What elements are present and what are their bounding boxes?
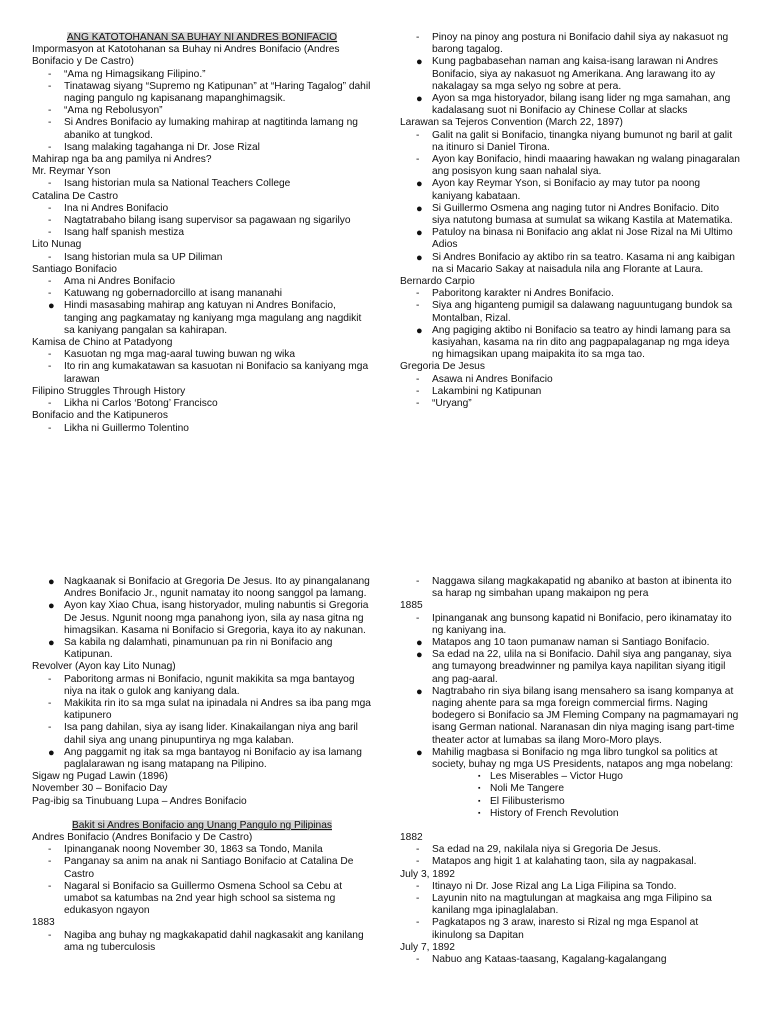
bullet-list-item bbox=[32, 637, 372, 661]
dash-list-item bbox=[32, 930, 372, 954]
column-bottom-left bbox=[32, 576, 372, 954]
list-item-text: Itinayo ni Dr. Jose Rizal ang La Liga Filipina sa Tondo. bbox=[432, 880, 677, 892]
list-item-text: Nagkaanak si Bonifacio at Gregoria De Jesus. Ito ay pinangalanang Andres Bonifacio Jr., ngunit namatay ito noong sanggol pa lamang. bbox=[64, 576, 370, 600]
list-item-text: Nagtrabaho rin siya bilang isang mensahero sa isang kompanya at naging ahente para sa mga foreign commercial firms. Naging bodegero si Bonifacio sa JM Fleming Company na pagmamayari ng isang German national. Naranasan din niya maging isang part-time theater actor at lumabas sa ilang Moro-Moro plays. bbox=[432, 685, 739, 746]
bullet-list-item bbox=[400, 178, 740, 202]
dash-list-item bbox=[400, 881, 740, 893]
dash-list-item bbox=[400, 288, 740, 300]
bullet-list-item bbox=[400, 649, 740, 686]
dash-marker: - bbox=[416, 373, 420, 385]
list-item-text: Les Miserables – Victor Hugo bbox=[490, 771, 623, 783]
list-item-text: Paboritong armas ni Bonifacio, ngunit makikita sa mga bantayog niya na itak o gulok ang kaniyang dala. bbox=[64, 673, 355, 697]
dash-marker: - bbox=[48, 844, 52, 856]
bullet-list-item bbox=[32, 300, 372, 337]
dash-marker: - bbox=[48, 251, 52, 263]
list-item-text: History of French Revolution bbox=[490, 807, 619, 819]
list-item-text: Layunin nito na magtulungan at magkaisa ang mga Filipino sa kanilang mga ipinaglalaban. bbox=[432, 893, 712, 917]
bullet-marker: ● bbox=[416, 637, 423, 650]
dash-marker: - bbox=[48, 722, 52, 734]
dash-marker: - bbox=[48, 422, 52, 434]
section-title-text: ANG KATOTOHANAN SA BUHAY NI ANDRES BONIFACIO bbox=[66, 32, 338, 43]
bullet-marker: ● bbox=[416, 685, 423, 698]
paragraph: Kamisa de Chino at Patadyong bbox=[32, 337, 173, 349]
list-item-text: Pinoy na pinoy ang postura ni Bonifacio dahil siya ay nakasuot ng barong tagalog. bbox=[432, 32, 729, 56]
square-marker: ▪ bbox=[478, 773, 481, 781]
dash-list-item bbox=[32, 288, 372, 300]
dash-list-item bbox=[400, 576, 740, 600]
dash-marker: - bbox=[48, 202, 52, 214]
list-item-text: Sa edad na 29, nakilala niya si Gregoria De Jesus. bbox=[432, 844, 661, 856]
list-item-text: Ina ni Andres Bonifacio bbox=[64, 202, 169, 214]
list-item-text: Nagiba ang buhay ng magkakapatid dahil nagkasakit ang kanilang ama ng tuberculosis bbox=[64, 929, 364, 953]
list-item-text: Galit na galit si Bonifacio, tinangka niyang bumunot ng baril at galit na itinuro si Daniel Tirona. bbox=[432, 129, 733, 153]
list-item-text: “Ama ng Rebolusyon” bbox=[64, 105, 163, 117]
paragraph: Bonifacio and the Katipuneros bbox=[32, 410, 168, 422]
list-item-text: Isa pang dahilan, siya ay isang lider. Kinakailangan niya ang baril dahil siya ang unang pinupuntirya ng mga kalaban. bbox=[64, 722, 358, 746]
dash-marker: - bbox=[416, 612, 420, 624]
paragraph: 1885 bbox=[400, 600, 423, 612]
dash-list-item bbox=[400, 954, 740, 966]
list-item-text: Nagaral si Bonifacio sa Guillermo Osmena School sa Cebu at umabot sa katumbas na 2nd year high school sa sistema ng edukasyon ngayon bbox=[64, 880, 343, 917]
dash-list-item bbox=[400, 613, 740, 637]
dash-list-item bbox=[400, 386, 740, 398]
column-bottom-right bbox=[400, 576, 740, 966]
dash-marker: - bbox=[416, 917, 420, 929]
dash-marker: - bbox=[48, 288, 52, 300]
list-item-text: Si Andres Bonifacio ay aktibo rin sa teatro. Kasama ni ang kaibigan na si Macario Sakay at naisadula nila ang Florante at Laura. bbox=[432, 251, 735, 275]
section-title bbox=[32, 32, 372, 44]
dash-marker: - bbox=[416, 32, 420, 43]
dash-list-item bbox=[400, 130, 740, 154]
spacer bbox=[400, 820, 740, 832]
dash-list-item bbox=[32, 361, 372, 385]
paragraph: Mahirap nga ba ang pamilya ni Andres? bbox=[32, 154, 212, 166]
list-item-text: Ayon kay Reymar Yson, si Bonifacio ay may tutor pa noong kaniyang kabataan. bbox=[432, 178, 701, 202]
list-item-text: Si Andres Bonifacio ay lumaking mahirap at nagtitinda lamang ng abaniko at tungkod. bbox=[64, 117, 358, 141]
dash-list-item bbox=[32, 276, 372, 288]
list-item-text: Kung pagbabasehan naman ang kaisa-isang larawan ni Andres Bonifacio, siya ay nakasuot ng Amerikana. Ang larawang ito ay nakalagay sa mga selyo ng sobre at pera. bbox=[432, 56, 719, 92]
list-item-text: Paboritong karakter ni Andres Bonifacio. bbox=[432, 288, 614, 300]
paragraph: July 7, 1892 bbox=[400, 941, 455, 953]
paragraph: Mr. Reymar Yson bbox=[32, 166, 111, 178]
bullet-list-item bbox=[400, 637, 740, 649]
dash-list-item bbox=[32, 349, 372, 361]
dash-marker: - bbox=[48, 215, 52, 227]
paragraph: Pag-ibig sa Tinubuang Lupa – Andres Bonifacio bbox=[32, 795, 247, 807]
square-list-item bbox=[400, 796, 740, 808]
paragraph: Bernardo Carpio bbox=[400, 276, 475, 288]
list-item-text: Ipinanganak noong November 30, 1863 sa Tondo, Manila bbox=[64, 844, 323, 856]
square-marker: ▪ bbox=[478, 785, 481, 793]
list-item-text: Siya ang higanteng pumigil sa dalawang naguuntugang bundok sa Montalban, Rizal. bbox=[432, 300, 733, 324]
dash-list-item bbox=[400, 917, 740, 941]
dash-marker: - bbox=[416, 893, 420, 905]
list-item-text: El Filibusterismo bbox=[490, 795, 565, 807]
square-list-item bbox=[400, 808, 740, 820]
dash-list-item bbox=[400, 398, 740, 410]
dash-marker: - bbox=[48, 880, 52, 892]
dash-marker: - bbox=[48, 117, 52, 129]
dash-list-item bbox=[400, 893, 740, 917]
dash-list-item bbox=[32, 674, 372, 698]
dash-list-item bbox=[32, 215, 372, 227]
paragraph: 1883 bbox=[32, 917, 55, 929]
list-item-text: “Ama ng Himagsikang Filipino.” bbox=[64, 68, 206, 80]
dash-list-item bbox=[32, 881, 372, 918]
dash-marker: - bbox=[48, 141, 52, 153]
bullet-list-item bbox=[400, 203, 740, 227]
bullet-list-item bbox=[32, 747, 372, 771]
list-item-text: Naggawa silang magkakapatid ng abaniko at baston at ibinenta ito sa harap ng simbahan upang makaipon ng pera bbox=[432, 576, 732, 600]
dash-marker: - bbox=[48, 105, 52, 117]
spacer bbox=[32, 808, 372, 820]
list-item-text: Sa kabila ng dalamhati, pinamunuan pa rin ni Bonifacio ang Katipunan. bbox=[64, 637, 333, 661]
paragraph: November 30 – Bonifacio Day bbox=[32, 783, 168, 795]
list-item-text: Isang half spanish mestiza bbox=[64, 227, 185, 239]
bullet-marker: ● bbox=[416, 178, 423, 191]
bullet-list-item bbox=[32, 600, 372, 637]
list-item-text: Asawa ni Andres Bonifacio bbox=[432, 373, 553, 385]
list-item-text: Isang historian mula sa UP Diliman bbox=[64, 251, 223, 263]
list-item-text: Likha ni Guillermo Tolentino bbox=[64, 422, 189, 434]
bullet-marker: ● bbox=[416, 746, 423, 759]
list-item-text: Ayon kay Bonifacio, hindi maaaring hawakan ng walang pinagaralan ang posisyon kung saan nahalal siya. bbox=[432, 154, 740, 178]
bullet-marker: ● bbox=[416, 251, 423, 264]
bullet-list-item bbox=[32, 576, 372, 600]
bullet-marker: ● bbox=[416, 93, 423, 106]
paragraph: 1882 bbox=[400, 832, 423, 844]
bullet-marker: ● bbox=[416, 202, 423, 215]
paragraph: Catalina De Castro bbox=[32, 190, 119, 202]
dash-marker: - bbox=[416, 880, 420, 892]
bullet-list-item bbox=[400, 56, 740, 93]
dash-marker: - bbox=[48, 698, 52, 710]
square-list-item bbox=[400, 783, 740, 795]
dash-list-item bbox=[32, 69, 372, 81]
list-item-text: Matapos ang higit 1 at kalahating taon, sila ay nagpakasal. bbox=[432, 856, 697, 868]
list-item-text: Pagkatapos ng 3 araw, inaresto si Rizal ng mga Espanol at ikinulong sa Dapitan bbox=[432, 917, 699, 941]
dash-list-item bbox=[400, 844, 740, 856]
paragraph: Gregoria De Jesus bbox=[400, 361, 485, 373]
dash-list-item bbox=[32, 423, 372, 435]
bullet-list-item bbox=[400, 93, 740, 117]
bullet-marker: ● bbox=[48, 637, 55, 650]
bullet-list-item bbox=[400, 686, 740, 747]
list-item-text: Isang malaking tagahanga ni Dr. Jose Rizal bbox=[64, 141, 260, 153]
list-item-text: Ayon kay Xiao Chua, isang historyador, muling nabuntis si Gregoria De Jesus. Ngunit noong mga panahong iyon, sila ay nasa gitna ng himagsikan. Kasama ni Bonifacio si Gregoria, kaya ito ay nakunan. bbox=[64, 600, 369, 636]
bullet-list-item bbox=[400, 252, 740, 276]
list-item-text: Isang historian mula sa National Teachers College bbox=[64, 178, 291, 190]
list-item-text: Mahilig magbasa si Bonifacio ng mga libro tungkol sa politics at society, buhay ng mga US Presidents, natapos ang mga nobelang: bbox=[432, 746, 734, 771]
list-item-text: “Uryang” bbox=[432, 398, 472, 410]
paragraph: Revolver (Ayon kay Lito Nunag) bbox=[32, 661, 176, 673]
list-item-text: Ang pagiging aktibo ni Bonifacio sa teatro ay hindi lamang para sa kasiyahan, kasama na rin dito ang pagpapalaganap ng mga ideya ng himagsikan upang maipakita ito sa mga tao. bbox=[432, 324, 731, 361]
dash-marker: - bbox=[48, 227, 52, 239]
bullet-marker: ● bbox=[416, 324, 423, 337]
dash-marker: - bbox=[416, 954, 420, 966]
dash-marker: - bbox=[416, 385, 420, 397]
bullet-marker: ● bbox=[48, 600, 55, 613]
paragraph: Larawan sa Tejeros Convention (March 22, 1897) bbox=[400, 117, 623, 129]
section-title bbox=[32, 820, 372, 832]
dash-list-item bbox=[32, 117, 372, 141]
bullet-list-item bbox=[400, 747, 740, 771]
paragraph: Sigaw ng Pugad Lawin (1896) bbox=[32, 771, 168, 783]
dash-marker: - bbox=[48, 398, 52, 410]
dash-marker: - bbox=[48, 80, 52, 92]
dash-list-item bbox=[400, 374, 740, 386]
list-item-text: Kasuotan ng mga mag-aaral tuwing buwan ng wika bbox=[64, 349, 296, 361]
dash-marker: - bbox=[416, 288, 420, 300]
dash-marker: - bbox=[48, 361, 52, 373]
list-item-text: Ama ni Andres Bonifacio bbox=[64, 276, 175, 288]
square-list-item bbox=[400, 771, 740, 783]
paragraph: Impormasyon at Katotohanan sa Buhay ni Andres Bonifacio (Andres Bonifacio y De Castro) bbox=[32, 44, 340, 68]
dash-marker: - bbox=[48, 856, 52, 868]
list-item-text: Si Guillermo Osmena ang naging tutor ni Andres Bonifacio. Dito siya natutong bumasa at sumulat sa wikang Kastila at Matematika. bbox=[432, 202, 733, 227]
dash-list-item bbox=[32, 105, 372, 117]
dash-marker: - bbox=[48, 349, 52, 361]
square-marker: ▪ bbox=[478, 809, 481, 817]
dash-list-item bbox=[32, 142, 372, 154]
dash-list-item bbox=[32, 844, 372, 856]
list-item-text: Ang paggamit ng itak sa mga bantayog ni Bonifacio ay isa lamang paglalarawan ng isang matapang na Pilipino. bbox=[64, 746, 362, 771]
dash-list-item bbox=[400, 856, 740, 868]
list-item-text: Matapos ang 10 taon pumanaw naman si Santiago Bonifacio. bbox=[432, 637, 710, 649]
dash-marker: - bbox=[48, 178, 52, 190]
dash-list-item bbox=[32, 81, 372, 105]
dash-marker: - bbox=[48, 673, 52, 685]
dash-list-item bbox=[32, 398, 372, 410]
list-item-text: Likha ni Carlos ‘Botong’ Francisco bbox=[64, 398, 218, 410]
dash-list-item bbox=[32, 227, 372, 239]
list-item-text: Nagtatrabaho bilang isang supervisor sa pagawaan ng sigarilyo bbox=[64, 215, 351, 227]
list-item-text: Ipinanganak ang bunsong kapatid ni Bonifacio, pero ikinamatay ito ng kaniyang ina. bbox=[432, 612, 732, 636]
list-item-text: Lakambini ng Katipunan bbox=[432, 385, 542, 397]
list-item-text: Ayon sa mga historyador, bilang isang lider ng mga samahan, ang kadalasang suot ni Bonifacio ay Chinese Collar at slacks bbox=[432, 93, 731, 117]
paragraph: Lito Nunag bbox=[32, 239, 82, 251]
bullet-list-item bbox=[400, 227, 740, 251]
dash-marker: - bbox=[416, 856, 420, 868]
dash-marker: - bbox=[416, 576, 420, 587]
dash-marker: - bbox=[48, 276, 52, 288]
bullet-marker: ● bbox=[416, 56, 423, 69]
list-item-text: Sa edad na 22, ulila na si Bonifacio. Dahil siya ang panganay, siya ang tumayong breadwinner ng pamilya kaya napilitan siyang itigil ang pag-aaral. bbox=[432, 649, 732, 685]
list-item-text: Noli Me Tangere bbox=[490, 783, 564, 795]
dash-list-item bbox=[32, 178, 372, 190]
dash-marker: - bbox=[416, 129, 420, 141]
dash-list-item bbox=[400, 154, 740, 178]
list-item-text: Nabuo ang Kataas-taasang, Kagalang-kagalangang bbox=[432, 954, 667, 966]
paragraph: Andres Bonifacio (Andres Bonifacio y De Castro) bbox=[32, 832, 253, 844]
dash-list-item bbox=[32, 252, 372, 264]
bullet-marker: ● bbox=[48, 300, 55, 313]
dash-marker: - bbox=[416, 398, 420, 410]
bullet-marker: ● bbox=[48, 746, 55, 759]
list-item-text: Hindi masasabing mahirap ang katuyan ni Andres Bonifacio, tanging ang pagkamatay ng kaniyang mga magulang ang nagdikit sa kaniyang pangalan sa kahirapan. bbox=[64, 300, 362, 336]
column-top-left bbox=[32, 32, 372, 435]
list-item-text: Panganay sa anim na anak ni Santiago Bonifacio at Catalina De Castro bbox=[64, 856, 354, 880]
bullet-marker: ● bbox=[48, 576, 55, 588]
dash-list-item bbox=[32, 722, 372, 746]
bullet-list-item bbox=[400, 325, 740, 362]
dash-list-item bbox=[32, 856, 372, 880]
list-item-text: Tinatawag siyang “Supremo ng Katipunan” at “Haring Tagalog” dahil naging pangulo ng kapisanang mapanghimagsik. bbox=[64, 80, 371, 105]
dash-marker: - bbox=[416, 844, 420, 856]
column-top-right bbox=[400, 32, 740, 410]
dash-list-item bbox=[32, 698, 372, 722]
dash-marker: - bbox=[48, 929, 52, 941]
dash-marker: - bbox=[48, 68, 52, 80]
dash-marker: - bbox=[416, 300, 420, 312]
square-marker: ▪ bbox=[478, 797, 481, 805]
section-title-text: Bakit si Andres Bonifacio ang Unang Pangulo ng Pilipinas bbox=[72, 819, 332, 831]
dash-marker: - bbox=[416, 154, 420, 166]
dash-list-item bbox=[400, 300, 740, 324]
paragraph: Filipino Struggles Through History bbox=[32, 385, 186, 397]
dash-list-item bbox=[400, 32, 740, 56]
list-item-text: Katuwang ng gobernadorcillo at isang mananahi bbox=[64, 288, 283, 300]
paragraph: Santiago Bonifacio bbox=[32, 263, 117, 275]
list-item-text: Makikita rin ito sa mga sulat na ipinadala ni Andres sa iba pang mga katipunero bbox=[64, 698, 371, 722]
dash-list-item bbox=[32, 203, 372, 215]
paragraph: July 3, 1892 bbox=[400, 868, 455, 880]
list-item-text: Ito rin ang kumakatawan sa kasuotan ni Bonifacio sa kaniyang mga larawan bbox=[64, 361, 369, 385]
bullet-marker: ● bbox=[416, 649, 423, 662]
bullet-marker: ● bbox=[416, 227, 423, 240]
list-item-text: Patuloy na binasa ni Bonifacio ang aklat ni Jose Rizal na Mi Ultimo Adios bbox=[432, 227, 733, 251]
